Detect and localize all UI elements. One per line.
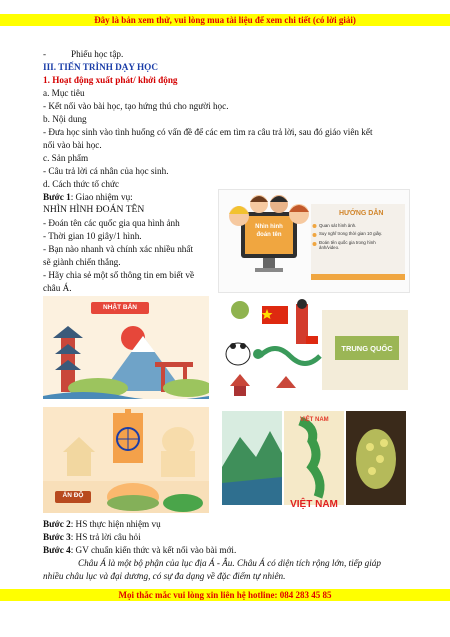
game-rule: - Đoán tên các quốc gia qua hình ảnh [43,218,180,228]
conclusion-line: Châu Á là một bộ phận của lục địa Á - Âu. Châu Á có diện tích rộng lớn, tiếp giáp [78,558,381,568]
line-b1: - Đưa học sinh vào tình huống có vấn đề để các em tìm ra câu trả lời, sau đó giáo viên kết [43,127,373,137]
step3-label: Bước 3 [43,532,71,542]
step3 [43,531,141,543]
line-c1: - Câu trả lời cá nhân của học sinh. [43,166,169,176]
step4 [43,544,236,556]
bottom-banner: Mọi thắc mắc vui lòng xin liên hệ hotline: 084 283 45 85 [0,589,450,601]
game-rule: - Thời gian 10 giây/1 hình. [43,231,142,241]
game-title: NHÌN HÌNH ĐOÁN TÊN [43,204,145,215]
bullet-dash: - [43,49,47,59]
guide-slide-image [218,189,410,293]
china-image [220,296,408,399]
line-b2: nối vào bài học. [43,140,102,150]
bullet-line: Phiếu học tập. [71,49,124,59]
step4-label: Bước 4 [43,545,71,555]
line-b: b. Nội dung [43,114,87,124]
screen-text: đoán tên [256,232,282,238]
line-c: c. Sản phẩm [43,153,89,163]
vietnam-image [220,407,408,513]
screen-text: Nhìn hình [255,224,283,230]
japan-image [43,296,209,399]
guide-title: HƯỚNG DẪN [339,210,384,217]
game-rule: châu Á. [43,283,72,293]
step1 [43,191,133,203]
line-d: d. Cách thức tổ chức [43,179,120,189]
top-banner: Đây là bản xem thử, vui lòng mua tài liệu để xem chi tiết (có lời giải) [0,14,450,26]
india-label: ẤN ĐỘ [62,492,84,499]
step4-text: : GV chuẩn kiến thức và kết nối vào bài mới. [70,545,237,555]
line-a1: - Kết nối vào bài học, tạo hứng thú cho người học. [43,101,229,111]
game-rule: - Hãy chia sẻ một số thông tin em biết về [43,270,195,280]
section-heading: III. TIẾN TRÌNH DẠY HỌC [43,62,158,72]
india-image [43,407,209,513]
step2 [43,518,161,530]
game-rule: sẽ giành chiến thắng. [43,257,121,267]
activity-heading: 1. Hoạt động xuất phát/ khởi động [43,75,178,85]
guide-item: Đoán tên quốc gia trong hình [319,239,376,245]
conclusion-line: nhiều châu lục và đại dương, có sự đa dạng về đặc điểm tự nhiên. [43,571,286,581]
line-a: a. Mục tiêu [43,88,85,98]
step1-label: Bước 1 [43,192,71,202]
vietnam-title: VIỆT NAM [290,499,338,510]
guide-item: Quan sát hình ảnh. [319,223,357,228]
japan-label: NHẬT BẢN [103,304,137,311]
game-rule: - Bạn nào nhanh và chính xác nhiều nhất [43,244,194,254]
guide-item: ảnh/video. [319,245,340,251]
step1-text: : Giao nhiệm vụ: [70,192,133,202]
vietnam-map-label: VIỆT NAM [300,417,329,423]
guide-item: Suy nghĩ trong thời gian 10 giây. [319,231,383,237]
step2-text: : HS thực hiện nhiệm vụ [70,519,161,529]
step3-text: : HS trả lời câu hỏi [70,532,141,542]
step2-label: Bước 2 [43,519,71,529]
china-label: TRUNG QUỐC [341,344,393,353]
